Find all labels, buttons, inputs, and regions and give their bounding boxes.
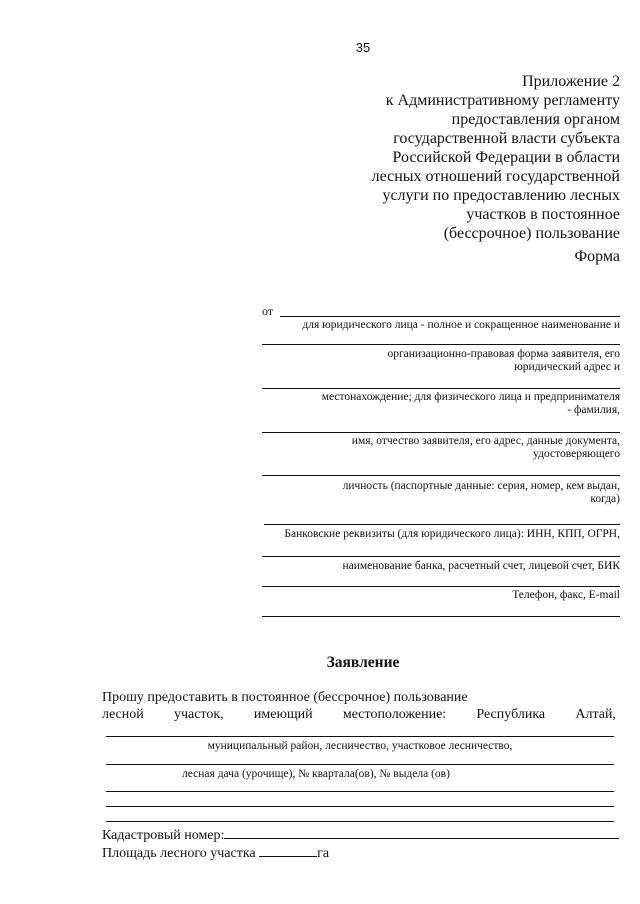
appendix-line: услуги по предоставлению лесных <box>382 187 620 204</box>
location-line[interactable] <box>106 821 614 822</box>
applicant-caption: организационно-правовая форма заявителя, его юридический адрес и <box>387 348 620 373</box>
request-word: Республика <box>476 707 546 722</box>
page-number: 35 <box>355 40 371 55</box>
applicant-line[interactable] <box>262 432 620 433</box>
cadastral-field <box>102 824 619 844</box>
request-line-1: Прошу предоставить в постоянное (бессрочное) пользование <box>102 690 468 705</box>
request-word: участок, <box>173 707 224 722</box>
area-label: Площадь лесного участка <box>102 846 256 861</box>
applicant-caption: Телефон, факс, E-mail <box>512 589 620 601</box>
applicant-caption: имя, отчество заявителя, его адрес, данные документа, удостоверяющего <box>351 435 620 460</box>
location-line[interactable] <box>106 764 614 765</box>
area-unit: га <box>317 846 330 861</box>
applicant-line[interactable] <box>262 475 620 476</box>
applicant-caption: личность (паспортные данные: серия, номер, кем выдан, когда) <box>342 480 620 505</box>
applicant-line[interactable] <box>264 524 620 525</box>
from-label: от <box>262 304 274 318</box>
applicant-caption: Банковские реквизиты (для юридического лица): ИНН, КПП, ОГРН, <box>284 528 620 540</box>
request-line-2 <box>102 706 616 723</box>
applicant-line[interactable] <box>262 388 620 389</box>
document-title: Заявление <box>326 654 400 671</box>
applicant-caption: местонахождение; для физического лица и предпринимателя - фамилия, <box>321 391 620 416</box>
appendix-line: государственной власти субъекта <box>393 130 620 147</box>
request-word: лесной <box>102 707 144 722</box>
appendix-line: участков в постоянное <box>466 206 620 223</box>
applicant-caption: для юридического лица - полное и сокращенное наименование и <box>302 319 620 331</box>
appendix-line: к Административному регламенту <box>385 92 620 109</box>
appendix-line: Российской Федерации в области <box>392 149 620 166</box>
applicant-line[interactable] <box>262 586 620 587</box>
location-line[interactable] <box>106 736 614 737</box>
form-label: Форма <box>574 248 620 265</box>
area-input[interactable] <box>259 842 317 857</box>
request-word: имеющий <box>253 707 313 722</box>
appendix-line: предоставления органом <box>451 111 620 128</box>
applicant-line[interactable] <box>262 556 620 557</box>
location-caption: муниципальный район, лесничество, участковое лесничество, <box>207 740 513 752</box>
location-line[interactable] <box>106 806 614 807</box>
cadastral-label: Кадастровый номер: <box>102 828 225 843</box>
applicant-line[interactable] <box>262 344 620 345</box>
applicant-line[interactable] <box>262 616 620 617</box>
appendix-line: Приложение 2 <box>522 73 620 90</box>
appendix-line: лесных отношений государственной <box>371 168 620 185</box>
location-caption: лесная дача (урочище), № квартала(ов), № выдела (ов) <box>182 768 450 780</box>
area-field <box>102 842 329 862</box>
location-line[interactable] <box>106 791 614 792</box>
cadastral-input[interactable] <box>224 824 619 839</box>
applicant-line[interactable] <box>280 316 620 317</box>
appendix-line: (бессрочное) пользование <box>443 225 620 242</box>
appendix-header <box>280 72 620 243</box>
request-word: Алтай, <box>575 707 616 722</box>
applicant-caption: наименование банка, расчетный счет, лицевой счет, БИК <box>342 560 620 572</box>
request-word: местоположение: <box>342 707 447 722</box>
